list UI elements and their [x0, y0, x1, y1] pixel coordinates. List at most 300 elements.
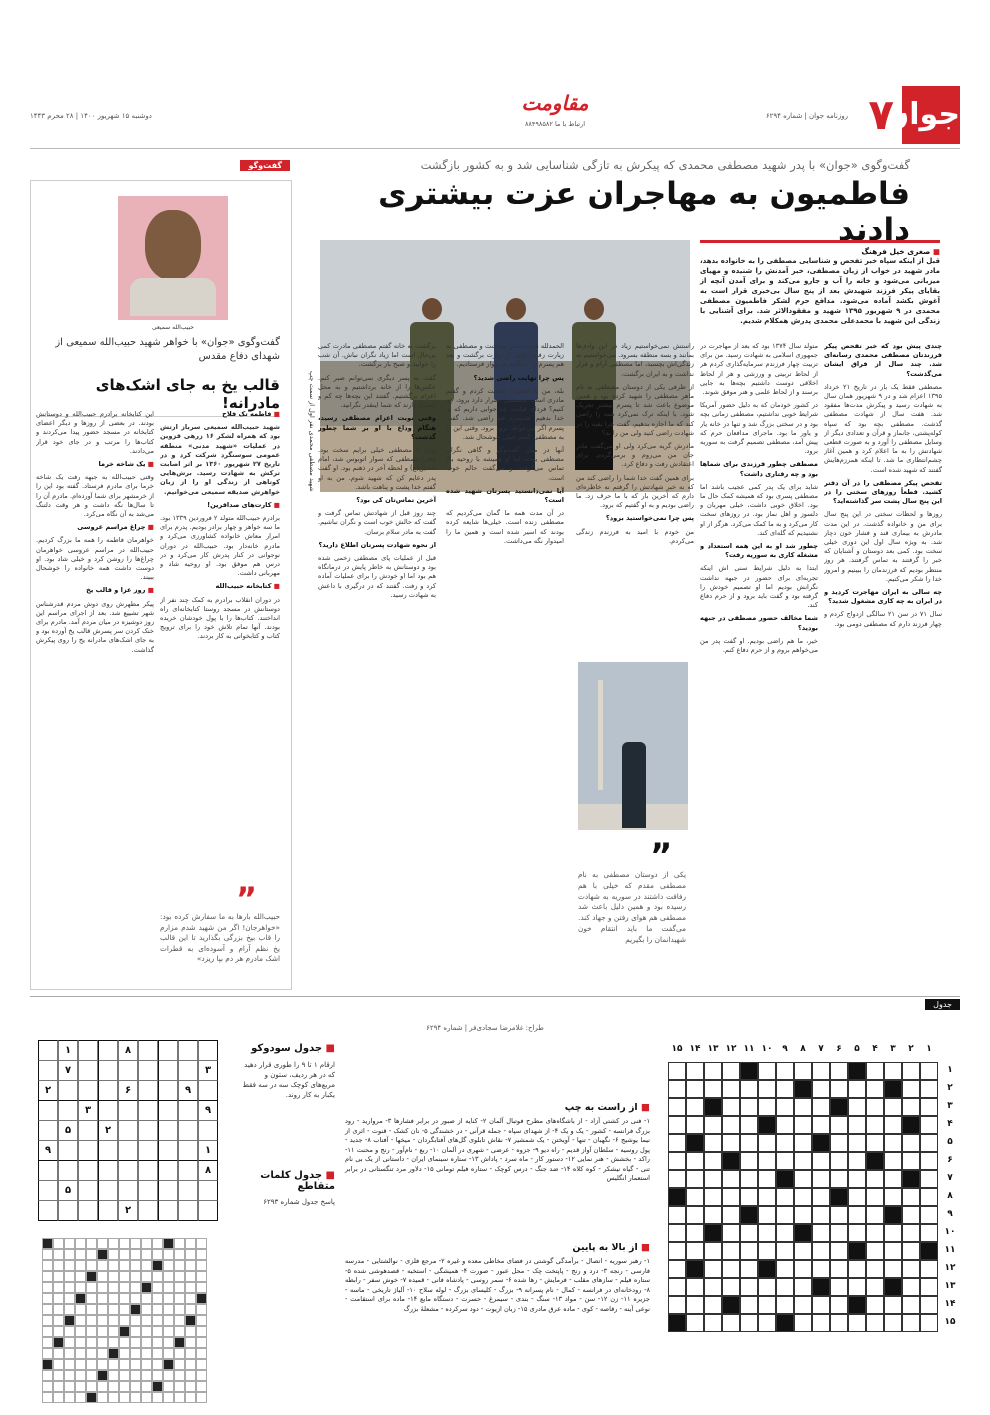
solution-cell — [130, 1238, 141, 1249]
crossword-cell[interactable] — [866, 1098, 884, 1116]
sudoku-cell[interactable] — [158, 1040, 178, 1061]
crossword-cell[interactable] — [812, 1206, 830, 1224]
sudoku-cell[interactable] — [58, 1160, 78, 1181]
crossword-cell[interactable] — [686, 1062, 704, 1080]
column-number: ۴ — [872, 1044, 878, 1054]
crossword-cell[interactable] — [740, 1152, 758, 1170]
crossword-cell[interactable] — [902, 1260, 920, 1278]
crossword-cell[interactable] — [740, 1098, 758, 1116]
solution-cell — [64, 1271, 75, 1282]
crossword-cell[interactable] — [866, 1134, 884, 1152]
crossword-cell[interactable] — [776, 1278, 794, 1296]
crossword-cell[interactable] — [812, 1080, 830, 1098]
crossword-cell[interactable] — [668, 1116, 686, 1134]
solution-cell — [53, 1271, 64, 1282]
crossword-cell[interactable] — [812, 1116, 830, 1134]
crossword-cell[interactable] — [776, 1062, 794, 1080]
crossword-cell[interactable] — [758, 1278, 776, 1296]
sudoku-cell[interactable] — [158, 1120, 178, 1141]
sudoku-cell[interactable] — [158, 1140, 178, 1161]
crossword-cell[interactable] — [812, 1170, 830, 1188]
crossword-cell[interactable] — [848, 1314, 866, 1332]
crossword-cell[interactable] — [722, 1206, 740, 1224]
crossword-cell[interactable] — [812, 1296, 830, 1314]
solution-cell — [152, 1238, 163, 1249]
crossword-cell[interactable] — [902, 1242, 920, 1260]
crossword-cell[interactable] — [812, 1188, 830, 1206]
sudoku-cell[interactable] — [98, 1100, 118, 1121]
crossword-cell[interactable] — [830, 1206, 848, 1224]
crossword-cell[interactable] — [722, 1224, 740, 1242]
crossword-cell[interactable] — [758, 1188, 776, 1206]
sudoku-cell[interactable] — [38, 1160, 58, 1181]
crossword-cell[interactable] — [668, 1098, 686, 1116]
crossword-cell[interactable] — [704, 1206, 722, 1224]
crossword-cell[interactable] — [686, 1152, 704, 1170]
crossword-cell[interactable] — [884, 1314, 902, 1332]
crossword-cell[interactable] — [848, 1278, 866, 1296]
sudoku-cell[interactable] — [198, 1180, 218, 1201]
sudoku-grid[interactable] — [38, 1040, 220, 1230]
crossword-cell[interactable] — [704, 1152, 722, 1170]
sudoku-cell[interactable] — [78, 1160, 98, 1181]
crossword-cell[interactable] — [776, 1152, 794, 1170]
crossword-cell[interactable] — [704, 1296, 722, 1314]
crossword-cell[interactable] — [812, 1098, 830, 1116]
solution-cell — [141, 1392, 152, 1403]
crossword-cell[interactable] — [794, 1152, 812, 1170]
sudoku-cell[interactable] — [118, 1060, 138, 1081]
crossword-cell[interactable] — [776, 1296, 794, 1314]
crossword-cell[interactable] — [740, 1116, 758, 1134]
solution-cell — [108, 1337, 119, 1348]
crossword-cell[interactable] — [848, 1152, 866, 1170]
crossword-cell[interactable] — [776, 1260, 794, 1278]
crossword-cell[interactable] — [848, 1116, 866, 1134]
sudoku-cell[interactable] — [38, 1060, 58, 1081]
crossword-cell[interactable] — [668, 1134, 686, 1152]
sudoku-cell[interactable] — [118, 1160, 138, 1181]
crossword-cell[interactable] — [686, 1278, 704, 1296]
crossword-cell[interactable] — [758, 1296, 776, 1314]
sudoku-cell[interactable] — [98, 1140, 118, 1161]
sudoku-cell[interactable] — [118, 1140, 138, 1161]
crossword-cell[interactable] — [884, 1260, 902, 1278]
sudoku-cell[interactable] — [78, 1120, 98, 1141]
crossword-cell[interactable] — [668, 1224, 686, 1242]
answer: خیر، ما هم راضی بودیم. او گفت پدر من می‌خواهم بروم و از حرم دفاع کنم. — [700, 636, 818, 655]
question: پس چرا نمی‌خواستید برود؟ — [605, 514, 694, 523]
sudoku-cell[interactable] — [38, 1040, 58, 1061]
crossword-cell[interactable] — [686, 1170, 704, 1188]
crossword-cell[interactable] — [866, 1260, 884, 1278]
crossword-cell[interactable] — [902, 1188, 920, 1206]
sudoku-cell[interactable] — [138, 1060, 158, 1081]
sudoku-cell[interactable] — [58, 1140, 78, 1161]
crossword-cell[interactable] — [776, 1224, 794, 1242]
crossword-cell[interactable] — [920, 1134, 938, 1152]
sudoku-cell: ۷ — [58, 1060, 78, 1081]
crossword-cell[interactable] — [794, 1098, 812, 1116]
crossword-cell[interactable] — [902, 1224, 920, 1242]
solution-cell — [152, 1282, 163, 1293]
crossword-cell[interactable] — [686, 1080, 704, 1098]
crossword-cell[interactable] — [722, 1080, 740, 1098]
crossword-cell[interactable] — [884, 1188, 902, 1206]
crossword-cell[interactable] — [812, 1260, 830, 1278]
crossword-cell[interactable] — [794, 1206, 812, 1224]
sudoku-cell[interactable] — [58, 1100, 78, 1121]
crossword-cell[interactable] — [668, 1152, 686, 1170]
crossword-cell[interactable] — [920, 1116, 938, 1134]
crossword-cell[interactable] — [866, 1062, 884, 1080]
answer: قبل از عملیات پای مصطفی زخمی شده بود و دوستانش به خاطر پایش در درمانگاه هم بود اما او خودش را برای عملیات آماده کرد و رفت. گفتند که در درگیری با داعش به شهادت رسید. — [318, 554, 436, 599]
sudoku-cell[interactable] — [178, 1160, 198, 1181]
crossword-cell[interactable] — [704, 1170, 722, 1188]
crossword-cell[interactable] — [758, 1134, 776, 1152]
crossword-cell[interactable] — [866, 1314, 884, 1332]
crossword-cell[interactable] — [668, 1062, 686, 1080]
crossword-cell[interactable] — [740, 1080, 758, 1098]
crossword-cell[interactable] — [920, 1260, 938, 1278]
crossword-cell[interactable] — [794, 1278, 812, 1296]
crossword-cell[interactable] — [740, 1188, 758, 1206]
sudoku-cell[interactable] — [38, 1100, 58, 1121]
crossword-cell[interactable] — [902, 1278, 920, 1296]
crossword-cell[interactable] — [848, 1170, 866, 1188]
crossword-cell[interactable] — [722, 1134, 740, 1152]
crossword-cell[interactable] — [902, 1062, 920, 1080]
solution-cell — [119, 1260, 130, 1271]
crossword-cell[interactable] — [830, 1116, 848, 1134]
crossword-cell[interactable] — [812, 1152, 830, 1170]
crossword-cell[interactable] — [902, 1206, 920, 1224]
crossword-cell[interactable] — [884, 1296, 902, 1314]
crossword-cell[interactable] — [758, 1242, 776, 1260]
crossword-cell[interactable] — [920, 1224, 938, 1242]
solution-cell — [141, 1315, 152, 1326]
sudoku-cell[interactable] — [78, 1060, 98, 1081]
crossword-cell[interactable] — [902, 1134, 920, 1152]
crossword-cell[interactable] — [848, 1206, 866, 1224]
crossword-cell[interactable] — [722, 1062, 740, 1080]
sudoku-cell[interactable] — [98, 1060, 118, 1081]
crossword-cell[interactable] — [848, 1080, 866, 1098]
crossword-cell[interactable] — [668, 1080, 686, 1098]
crossword-cell[interactable] — [920, 1188, 938, 1206]
sudoku-cell[interactable] — [158, 1100, 178, 1121]
crossword-cell[interactable] — [758, 1098, 776, 1116]
crossword-cell[interactable] — [866, 1170, 884, 1188]
crossword-cell[interactable] — [722, 1314, 740, 1332]
sudoku-cell[interactable] — [138, 1180, 158, 1201]
solution-cell — [185, 1249, 196, 1260]
sudoku-cell[interactable] — [38, 1180, 58, 1201]
crossword-cell[interactable] — [794, 1134, 812, 1152]
crossword-cell[interactable] — [830, 1260, 848, 1278]
crossword-cell[interactable] — [686, 1098, 704, 1116]
sudoku-cell[interactable] — [78, 1180, 98, 1201]
crossword-cell[interactable] — [794, 1188, 812, 1206]
solution-cell — [196, 1337, 207, 1348]
sudoku-cell[interactable] — [158, 1180, 178, 1201]
crossword-cell[interactable] — [866, 1206, 884, 1224]
crossword-cell[interactable] — [920, 1296, 938, 1314]
crossword-cell[interactable] — [722, 1242, 740, 1260]
answer: برای همین گفت خدا شما را راضی کند من که نه خبر شهادتش را گرفتم نه خاطره‌ای دارم که آخرین بار که با ما حرف زد. ما راضی بودیم و به او گفتیم که برود. — [576, 473, 694, 510]
sudoku-cell[interactable] — [118, 1100, 138, 1121]
crossword-cell[interactable] — [686, 1206, 704, 1224]
crossword-cell[interactable] — [740, 1170, 758, 1188]
sudoku-cell[interactable] — [178, 1120, 198, 1141]
crossword-cell — [668, 1188, 686, 1206]
crossword-cell[interactable] — [794, 1260, 812, 1278]
crossword-cell[interactable] — [776, 1134, 794, 1152]
crossword-cell[interactable] — [776, 1188, 794, 1206]
crossword-cell[interactable] — [758, 1314, 776, 1332]
crossword-cell[interactable] — [668, 1278, 686, 1296]
sudoku-cell[interactable] — [138, 1100, 158, 1121]
crossword-cell[interactable] — [920, 1062, 938, 1080]
crossword-cell[interactable] — [758, 1224, 776, 1242]
sudoku-cell[interactable] — [98, 1160, 118, 1181]
crossword-cell[interactable] — [830, 1224, 848, 1242]
sudoku-cell[interactable] — [138, 1160, 158, 1181]
crossword-cell[interactable] — [830, 1062, 848, 1080]
crossword-cell[interactable] — [668, 1260, 686, 1278]
sudoku-cell[interactable] — [158, 1080, 178, 1101]
crossword-cell[interactable] — [722, 1188, 740, 1206]
crossword-cell[interactable] — [722, 1278, 740, 1296]
solution-cell — [97, 1249, 108, 1260]
sudoku-cell[interactable] — [138, 1080, 158, 1101]
sudoku-cell[interactable] — [178, 1060, 198, 1081]
crossword-cell[interactable] — [686, 1116, 704, 1134]
solution-cell — [42, 1282, 53, 1293]
crossword-cell[interactable] — [794, 1242, 812, 1260]
crossword-cell[interactable] — [866, 1080, 884, 1098]
crossword-cell[interactable] — [758, 1062, 776, 1080]
crossword-cell[interactable] — [866, 1188, 884, 1206]
crossword-cell[interactable] — [704, 1134, 722, 1152]
crossword-cell[interactable] — [884, 1098, 902, 1116]
solution-cell — [119, 1392, 130, 1403]
crossword-cell[interactable] — [740, 1314, 758, 1332]
crossword-cell[interactable] — [902, 1296, 920, 1314]
sudoku-cell[interactable] — [118, 1120, 138, 1141]
crossword-cell[interactable] — [776, 1206, 794, 1224]
sudoku-cell[interactable] — [58, 1080, 78, 1101]
crossword-cell[interactable] — [848, 1098, 866, 1116]
crossword-cell[interactable] — [866, 1296, 884, 1314]
sudoku-cell[interactable] — [178, 1180, 198, 1201]
crossword-cell[interactable] — [848, 1224, 866, 1242]
sudoku-cell[interactable] — [178, 1040, 198, 1061]
sudoku-cell[interactable] — [158, 1060, 178, 1081]
crossword-cell[interactable] — [794, 1170, 812, 1188]
crossword-cell[interactable] — [830, 1080, 848, 1098]
column-number: ۲ — [908, 1044, 914, 1054]
crossword-cell[interactable] — [884, 1152, 902, 1170]
crossword-cell[interactable] — [920, 1098, 938, 1116]
crossword-cell[interactable] — [812, 1062, 830, 1080]
solution-cell — [75, 1348, 86, 1359]
crossword-cell[interactable] — [686, 1224, 704, 1242]
crossword-grid[interactable] — [658, 1040, 958, 1360]
crossword-cell[interactable] — [884, 1224, 902, 1242]
crossword-cell[interactable] — [920, 1170, 938, 1188]
sudoku-cell[interactable] — [198, 1040, 218, 1061]
crossword-cell[interactable] — [866, 1116, 884, 1134]
crossword-cell[interactable] — [758, 1152, 776, 1170]
crossword-cell[interactable] — [884, 1062, 902, 1080]
sudoku-cell: ۳ — [198, 1060, 218, 1081]
solution-cell — [163, 1315, 174, 1326]
sudoku-cell: ۸ — [118, 1040, 138, 1061]
sudoku-cell[interactable] — [138, 1120, 158, 1141]
crossword-cell[interactable] — [866, 1224, 884, 1242]
crossword-cell[interactable] — [866, 1242, 884, 1260]
crossword-cell[interactable] — [884, 1116, 902, 1134]
crossword-cell[interactable] — [794, 1062, 812, 1080]
sudoku-cell[interactable] — [78, 1140, 98, 1161]
crossword-cell[interactable] — [866, 1278, 884, 1296]
sudoku-cell[interactable] — [138, 1040, 158, 1061]
crossword-cell[interactable] — [740, 1296, 758, 1314]
page-number: ۷ — [868, 90, 894, 139]
crossword-cell[interactable] — [704, 1080, 722, 1098]
crossword-cell[interactable] — [722, 1116, 740, 1134]
sudoku-cell[interactable] — [118, 1180, 138, 1201]
crossword-cell[interactable] — [830, 1314, 848, 1332]
crossword-cell[interactable] — [830, 1152, 848, 1170]
crossword-cell[interactable] — [920, 1152, 938, 1170]
solution-cell — [185, 1348, 196, 1359]
sudoku-cell[interactable] — [98, 1040, 118, 1061]
crossword-cell[interactable] — [758, 1170, 776, 1188]
crossword-cell[interactable] — [884, 1170, 902, 1188]
crossword-cell — [848, 1296, 866, 1314]
crossword-cell[interactable] — [920, 1314, 938, 1332]
crossword-cell[interactable] — [830, 1170, 848, 1188]
sudoku-cell[interactable] — [78, 1080, 98, 1101]
crossword-cell[interactable] — [740, 1260, 758, 1278]
crossword-cell[interactable] — [776, 1098, 794, 1116]
crossword-cell[interactable] — [812, 1314, 830, 1332]
crossword-cell[interactable] — [704, 1314, 722, 1332]
crossword-cell[interactable] — [704, 1188, 722, 1206]
sudoku-cell[interactable] — [158, 1160, 178, 1181]
crossword-cell[interactable] — [722, 1260, 740, 1278]
crossword-cell[interactable] — [830, 1278, 848, 1296]
solution-cell — [108, 1381, 119, 1392]
crossword-cell[interactable] — [920, 1080, 938, 1098]
crossword-cell[interactable] — [848, 1134, 866, 1152]
crossword-cell[interactable] — [758, 1080, 776, 1098]
puzzle-section-bar — [30, 996, 960, 1011]
solution-cell — [119, 1370, 130, 1381]
crossword-cell[interactable] — [668, 1296, 686, 1314]
crossword-cell[interactable] — [830, 1296, 848, 1314]
crossword-cell[interactable] — [740, 1134, 758, 1152]
crossword-cell[interactable] — [704, 1278, 722, 1296]
solution-cell — [119, 1326, 130, 1337]
sudoku-cell[interactable] — [178, 1100, 198, 1121]
crossword-cell[interactable] — [902, 1314, 920, 1332]
crossword-cell[interactable] — [722, 1170, 740, 1188]
solution-cell — [75, 1392, 86, 1403]
crossword-cell[interactable] — [686, 1314, 704, 1332]
sidebar-headline: قالب یخ به جای اشک‌های مادرانه! — [40, 376, 280, 417]
sudoku-cell[interactable] — [98, 1180, 118, 1201]
solution-cell — [64, 1238, 75, 1249]
crossword-cell[interactable] — [794, 1296, 812, 1314]
crossword-cell[interactable] — [758, 1206, 776, 1224]
sudoku-cell[interactable] — [98, 1080, 118, 1101]
crossword-cell[interactable] — [902, 1080, 920, 1098]
solution-cell — [108, 1249, 119, 1260]
answer: از طرفی یکی از دوستان مصطفی به نام ماهر مصطفی را شهید کرده بود و همین موضوع باعث شد تا پسرم بیشتر تحریک شود. با اینکه ترک نمی‌کرد همه را راضی کند که ما اجازه بدهیم، گفت چرا بقیه را در شهادت راضی کنید ولی من را نه؟ — [576, 382, 694, 437]
crossword-cell[interactable] — [848, 1188, 866, 1206]
crossword-cell[interactable] — [794, 1314, 812, 1332]
crossword-cell[interactable] — [812, 1224, 830, 1242]
crossword-cell[interactable] — [686, 1296, 704, 1314]
crossword-cell[interactable] — [668, 1242, 686, 1260]
crossword-cell[interactable] — [884, 1134, 902, 1152]
crossword-cell[interactable] — [884, 1242, 902, 1260]
sudoku-cell[interactable] — [78, 1040, 98, 1061]
crossword-cell[interactable] — [902, 1098, 920, 1116]
crossword-cell[interactable] — [830, 1242, 848, 1260]
sudoku-cell[interactable] — [178, 1140, 198, 1161]
previous-solution-grid — [38, 1208, 338, 1398]
section-title: ■ چراغ مراسم عروسی — [77, 523, 154, 531]
crossword-cell[interactable] — [920, 1206, 938, 1224]
crossword-cell[interactable] — [794, 1116, 812, 1134]
crossword-cell[interactable] — [722, 1098, 740, 1116]
crossword-cell[interactable] — [830, 1134, 848, 1152]
sudoku-cell[interactable] — [198, 1120, 218, 1141]
crossword-cell[interactable] — [776, 1080, 794, 1098]
crossword-cell[interactable] — [668, 1170, 686, 1188]
crossword-cell[interactable] — [740, 1224, 758, 1242]
crossword-cell[interactable] — [704, 1062, 722, 1080]
crossword-cell[interactable] — [740, 1278, 758, 1296]
solution-cell — [42, 1238, 53, 1249]
solution-cell — [196, 1381, 207, 1392]
sudoku-cell[interactable] — [38, 1120, 58, 1141]
crossword-cell[interactable] — [704, 1116, 722, 1134]
article-column-3 — [576, 342, 694, 654]
solution-cell — [174, 1293, 185, 1304]
crossword-cell[interactable] — [920, 1278, 938, 1296]
crossword-cell[interactable] — [704, 1260, 722, 1278]
crossword-cell[interactable] — [704, 1242, 722, 1260]
sudoku-cell[interactable] — [138, 1140, 158, 1161]
sudoku-cell[interactable] — [198, 1080, 218, 1101]
crossword-cell[interactable] — [902, 1152, 920, 1170]
crossword-cell[interactable] — [848, 1260, 866, 1278]
crossword-cell[interactable] — [740, 1242, 758, 1260]
crossword-cell[interactable] — [776, 1116, 794, 1134]
answer: من خودم با امید به فرزندم زندگی می‌کردم. — [576, 527, 694, 545]
crossword-cell[interactable] — [686, 1188, 704, 1206]
crossword-cell[interactable] — [668, 1206, 686, 1224]
crossword-cell[interactable] — [776, 1242, 794, 1260]
crossword-cell[interactable] — [812, 1242, 830, 1260]
crossword-cell[interactable] — [686, 1242, 704, 1260]
solution-cell — [53, 1370, 64, 1381]
